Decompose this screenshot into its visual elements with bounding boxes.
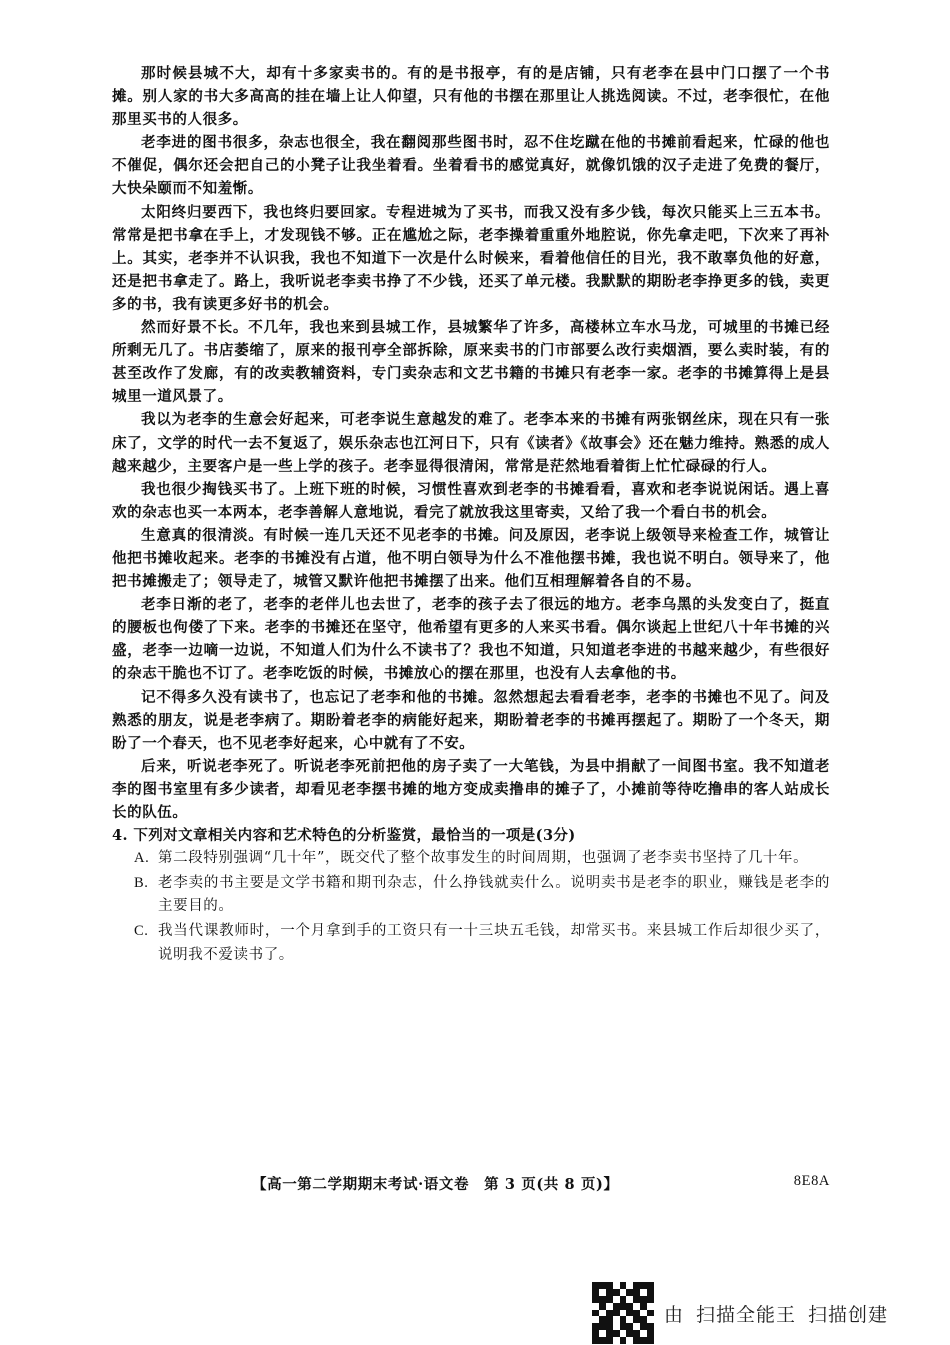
option-a — [134, 847, 830, 870]
paragraph: 记不得多久没有读书了，也忘记了老李和他的书摊。忽然想起去看看老李，老李的书摊也不见了。问及熟悉的朋友，说是老李病了。期盼着老李的病能好起来，期盼着老李的书摊再摆起了。期盼了一个冬天，期盼了一个春天，也不见老李好起来，心中就有了不安。 — [112, 688, 830, 752]
option-label: A. — [134, 850, 150, 867]
option-text: 第二段特别强调“几十年”，既交代了整个故事发生的时间周期，也强调了老李卖书坚持了几十年。 — [158, 850, 809, 867]
option-label: C. — [134, 923, 149, 940]
paragraph: 太阳终归要西下，我也终归要回家。专程进城为了买书，而我又没有多少钱，每次只能买上三五本书。常常是把书拿在手上，才发现钱不够。正在尴尬之际，老李操着重重外地腔说，你先拿走吧，下次来了再补上。其实，老李并不认识我，我也不知道下一次是什么时候来，看着他信任的目光，我不敢辜负他的好意，还是把书拿走了。路上，我听说老李卖书挣了不少钱，还买了单元楼。我默默的期盼老李挣更多的钱，卖更多的书，我有读更多好书的机会。 — [112, 203, 830, 313]
scan-caption — [664, 1300, 900, 1327]
reading-passage — [112, 62, 830, 824]
option-text: 我当代课教师时，一个月拿到手的工资只有一十三块五毛钱，却常买书。来县城工作后却很少买了，说明我不爱读书了。 — [158, 923, 830, 963]
footer-title: 【高一第二学期期末考试·语文卷 第 3 页(共 8 页)】 — [252, 1176, 619, 1193]
paragraph: 后来，听说老李死了。听说老李死前把他的房子卖了一大笔钱，为县中捐献了一间图书室。我不知道老李的图书室里有多少读者，却看见老李摆书摊的地方变成卖撸串的摊子了，小摊前等待吃撸串的客人站成长长的队伍。 — [112, 757, 830, 821]
paragraph: 我以为老李的生意会好起来，可老李说生意越发的难了。老李本来的书摊有两张钢丝床，现在只有一张床了，文学的时代一去不复返了，娱乐杂志也江河日下，只有《读者》《故事会》还在魅力维持。熟悉的成人越来越少，主要客户是一些上学的孩子。老李显得很清闲，常常是茫然地看着街上忙忙碌碌的行人。 — [112, 411, 830, 475]
scan-app-name: 扫描全能王 — [696, 1303, 797, 1326]
paragraph: 然而好景不长。不几年，我也来到县城工作，县城繁华了许多，高楼林立车水马龙，可城里的书摊已经所剩无几了。书店萎缩了，原来的报刊亭全部拆除，原来卖书的门市部要么改行卖烟酒，要么卖时装，有的甚至改作了发廊，有的改卖教辅资料，专门卖杂志和文艺书籍的书摊只有老李一家。老李的书摊算得上是县城里一道风景了。 — [112, 319, 830, 406]
option-label: B. — [134, 875, 149, 892]
option-b — [134, 872, 830, 918]
paragraph: 生意真的很清淡。有时候一连几天还不见老李的书摊。问及原因，老李说上级领导来检查工作，城管让他把书摊收起来。老李的书摊没有占道，他不明白领导为什么不准他摆书摊，我也说不明白。领导来了，他把书摊搬走了；领导走了，城管又默许他把书摊摆了出来。他们互相理解着各自的不易。 — [112, 526, 830, 591]
question-4 — [112, 824, 830, 967]
paragraph: 老李进的图书很多，杂志也很全，我在翻阅那些图书时，忍不住圪蹴在他的书摊前看起来，忙碌的他也不催促，偶尔还会把自己的小凳子让我坐着看。坐着看书的感觉真好，就像饥饿的汉子走进了免费的餐厅，大快朵颐而不知羞惭。 — [112, 134, 830, 198]
scan-prefix: 由 — [664, 1303, 685, 1326]
scanner-watermark — [592, 1282, 900, 1344]
qr-code-icon — [592, 1282, 654, 1344]
paragraph: 我也很少掏钱买书了。上班下班的时候，习惯性喜欢到老李的书摊看看，喜欢和老李说说闲话。遇上喜欢的杂志也买一本两本，老李善解人意地说，看完了就放我这里寄卖，又给了我一个看白书的机会。 — [112, 480, 830, 521]
scan-suffix: 扫描创建 — [808, 1303, 889, 1326]
option-c — [134, 920, 830, 966]
paragraph: 那时候县城不大，却有十多家卖书的。有的是书报亭，有的是店铺，只有老李在县中门口摆了一个书摊。别人家的书大多高高的挂在墙上让人仰望，只有他的书摆在那里让人挑选阅读。不过，老李很忙，在他那里买书的人很多。 — [112, 65, 830, 129]
paper-code: 8E8A — [793, 1173, 830, 1189]
paragraph: 老李日渐的老了，老李的老伴儿也去世了，老李的孩子去了很远的地方。老李乌黑的头发变白了，挺直的腰板也佝偻了下来。老李的书摊还在坚守，他希望有更多的人来买书看。偶尔谈起上世纪八十年书摊的兴盛，老李一边嘀一边说，不知道人们为什么不读书了？我也不知道，只知道老李进的书越来越少，有些很好的杂志干脆也不订了。老李吃饭的时候，书摊放心的摆在那里，也没有人去拿他的书。 — [112, 596, 830, 683]
option-text: 老李卖的书主要是文学书籍和期刊杂志，什么挣钱就卖什么。说明卖书是老李的职业，赚钱是老李的主要目的。 — [158, 875, 830, 915]
question-stem: 4. 下列对文章相关内容和艺术特色的分析鉴赏，最恰当的一项是(3分) — [112, 827, 576, 845]
